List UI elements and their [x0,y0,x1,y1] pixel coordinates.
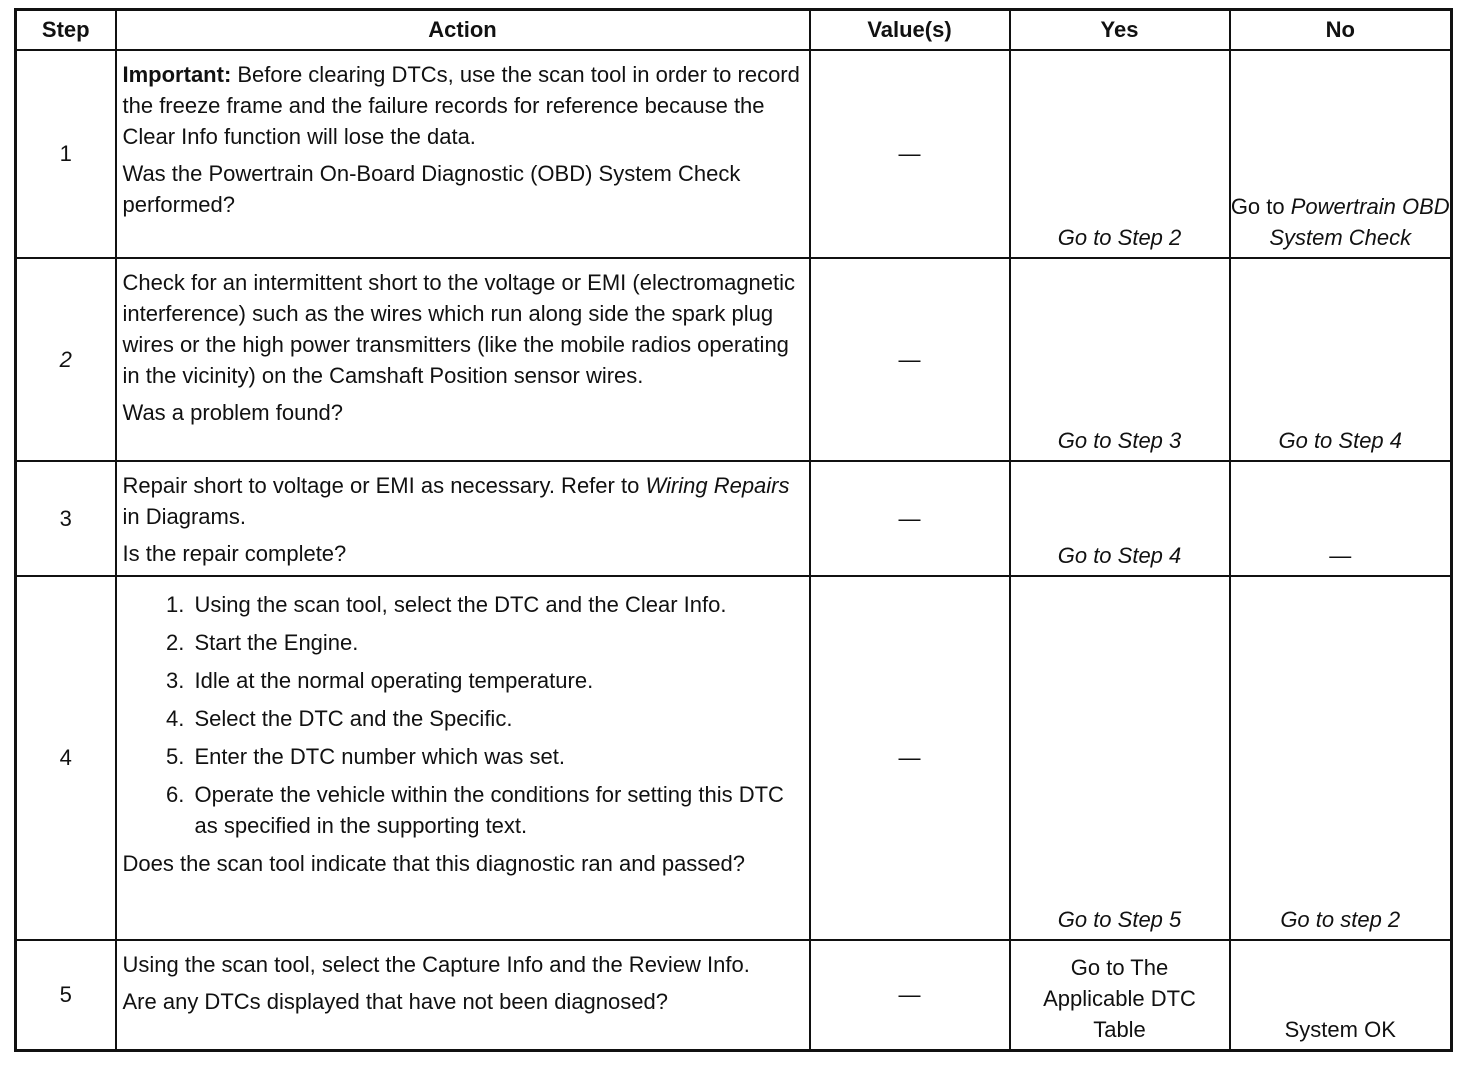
important-text: Before clearing DTCs, use the scan tool in order to record the freeze frame and the failure records for reference because the Clear Info function will lose the data. [122,62,800,149]
header-row [16,10,1452,51]
no-cell [1230,50,1452,258]
step-number: 3 [16,461,116,576]
value-cell: — [810,576,1010,940]
action-text [123,470,803,532]
table-row [16,576,1452,940]
action-text-before: Repair short to voltage or EMI as necessary. Refer to [122,473,646,498]
step-number: 1 [16,50,116,258]
no-link-text: Powertrain OBD System Check [1269,194,1450,250]
wiring-repairs-ref: Wiring Repairs [645,473,790,498]
list-item: 6. Operate the vehicle within the conditions for setting this DTC as specified in the supporting text. [191,779,803,841]
action-question: Is the repair complete? [122,541,347,566]
yes-cell: Go to Step 2 [1010,50,1230,258]
header-step: Step [16,10,116,51]
no-cell: System OK [1230,940,1452,1050]
action-text: Check for an intermittent short to the voltage or EMI (electromagnetic interference) such as the wires which run along side the spark plug wires or the high power transmitters (like the mobile radios operating in the vicinity) on the Camshaft Position sensor wires. [122,270,796,388]
step-number: 2 [16,258,116,461]
yes-cell: Go to Step 5 [1010,576,1230,940]
list-item: 1. Using the scan tool, select the DTC and the Clear Info. [191,589,803,620]
table-row [16,50,1452,258]
step-number: 4 [16,576,116,940]
diagnostic-table [14,8,1453,1052]
action-text: Using the scan tool, select the Capture Info and the Review Info. [122,952,750,977]
list-item: 5. Enter the DTC number which was set. [191,741,803,772]
action-cell [116,576,810,940]
action-cell [116,258,810,461]
action-cell [116,940,810,1050]
header-values: Value(s) [810,10,1010,51]
list-item: 2. Start the Engine. [191,627,803,658]
header-action: Action [116,10,810,51]
header-no: No [1230,10,1452,51]
table-row [16,258,1452,461]
action-text-after: in Diagrams. [122,504,246,529]
important-label: Important: [122,62,232,87]
list-item: 3. Idle at the normal operating temperature. [191,665,803,696]
no-cell: Go to step 2 [1230,576,1452,940]
value-cell: — [810,940,1010,1050]
no-cell: Go to Step 4 [1230,258,1452,461]
value-cell: — [810,50,1010,258]
header-yes: Yes [1010,10,1230,51]
table-row [16,940,1452,1050]
yes-cell: Go to Step 3 [1010,258,1230,461]
yes-cell: Go to Step 4 [1010,461,1230,576]
action-question: Are any DTCs displayed that have not been diagnosed? [122,989,668,1014]
action-question: Was the Powertrain On-Board Diagnostic (OBD) System Check performed? [122,161,741,217]
list-item: 4. Select the DTC and the Specific. [191,703,803,734]
action-question: Was a problem found? [122,400,344,425]
action-cell [116,461,810,576]
action-cell [116,50,810,258]
value-cell: — [810,258,1010,461]
yes-cell: Go to The Applicable DTC Table [1010,940,1230,1050]
procedure-list [123,589,803,841]
important-note [123,59,803,152]
no-cell: — [1230,461,1452,576]
no-prefix: Go to [1230,194,1291,219]
action-question: Does the scan tool indicate that this diagnostic ran and passed? [122,851,746,876]
value-cell: — [810,461,1010,576]
table-row [16,461,1452,576]
step-number: 5 [16,940,116,1050]
